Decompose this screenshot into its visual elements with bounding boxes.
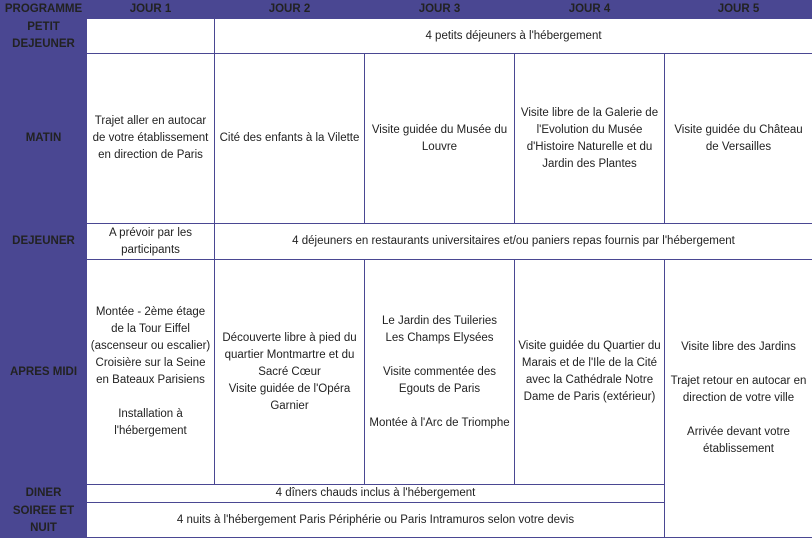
- header-row: [1, 1, 812, 19]
- cell-dejeuner-jour1: A prévoir par les participants: [87, 224, 215, 260]
- cell-matin-jour4: Visite libre de la Galerie de l'Evolution du Musée d'Histoire Naturelle et du Jardin des Plantes: [515, 54, 665, 224]
- cell-apres-midi-jour2: [215, 260, 365, 485]
- row-label-petit-dejeuner: PETIT DEJEUNER: [1, 19, 87, 54]
- cell-apres-midi-jour1: [87, 260, 215, 485]
- row-label-dejeuner: DEJEUNER: [1, 224, 87, 260]
- cell-petit-dejeuner-all: 4 petits déjeuners à l'hébergement: [215, 19, 812, 54]
- header-jour-2: JOUR 2: [215, 1, 365, 19]
- cell-matin-jour5: Visite guidée du Château de Versailles: [665, 54, 812, 224]
- cell-jour1-petit-dejeuner: [87, 19, 215, 54]
- row-petit-dejeuner: [1, 19, 812, 54]
- activity-montmartre: Découverte libre à pied du quartier Montmartre et du Sacré Cœur: [218, 330, 361, 381]
- activity-jardins: Visite libre des Jardins: [668, 339, 809, 356]
- row-label-soiree: SOIREE ET NUIT: [1, 503, 87, 538]
- cell-matin-jour2: Cité des enfants à la Vilette: [215, 54, 365, 224]
- header-jour-5: JOUR 5: [665, 1, 812, 19]
- cell-apres-midi-jour3: [365, 260, 515, 485]
- activity-tuileries: Le Jardin des Tuileries: [368, 313, 511, 330]
- row-matin: [1, 54, 812, 224]
- activity-opera-garnier: Visite guidée de l'Opéra Garnier: [218, 381, 361, 415]
- activity-arrivee: Arrivée devant votre établissement: [668, 424, 809, 458]
- cell-apres-midi-jour5: [665, 260, 812, 538]
- header-programme: PROGRAMME: [1, 1, 87, 19]
- row-dejeuner: [1, 224, 812, 260]
- activity-champs-elysees: Les Champs Elysées: [368, 330, 511, 347]
- cell-soiree-all: 4 nuits à l'hébergement Paris Périphérie ou Paris Intramuros selon votre devis: [87, 503, 665, 538]
- row-label-diner: DINER: [1, 485, 87, 503]
- cell-diner-all: 4 dîners chauds inclus à l'hébergement: [87, 485, 665, 503]
- header-jour-1: JOUR 1: [87, 1, 215, 19]
- header-jour-4: JOUR 4: [515, 1, 665, 19]
- row-label-matin: MATIN: [1, 54, 87, 224]
- activity-croisiere: Croisière sur la Seine en Bateaux Parisiens: [90, 355, 211, 389]
- cell-apres-midi-jour4: Visite guidée du Quartier du Marais et de l'Ile de la Cité avec la Cathédrale Notre Dame de Paris (extérieur): [515, 260, 665, 485]
- activity-tour-eiffel: Montée - 2ème étage de la Tour Eiffel (ascenseur ou escalier): [90, 304, 211, 355]
- activity-installation: Installation à l'hébergement: [90, 406, 211, 440]
- header-jour-3: JOUR 3: [365, 1, 515, 19]
- row-label-apres-midi: APRES MIDI: [1, 260, 87, 485]
- activity-trajet-retour: Trajet retour en autocar en direction de votre ville: [668, 373, 809, 407]
- row-apres-midi: [1, 260, 812, 485]
- activity-egouts: Visite commentée des Egouts de Paris: [368, 364, 511, 398]
- cell-matin-jour3: Visite guidée du Musée du Louvre: [365, 54, 515, 224]
- cell-matin-jour1: Trajet aller en autocar de votre établissement en direction de Paris: [87, 54, 215, 224]
- activity-arc-de-triomphe: Montée à l'Arc de Triomphe: [368, 415, 511, 432]
- cell-dejeuner-others: 4 déjeuners en restaurants universitaires et/ou paniers repas fournis par l'hébergement: [215, 224, 812, 260]
